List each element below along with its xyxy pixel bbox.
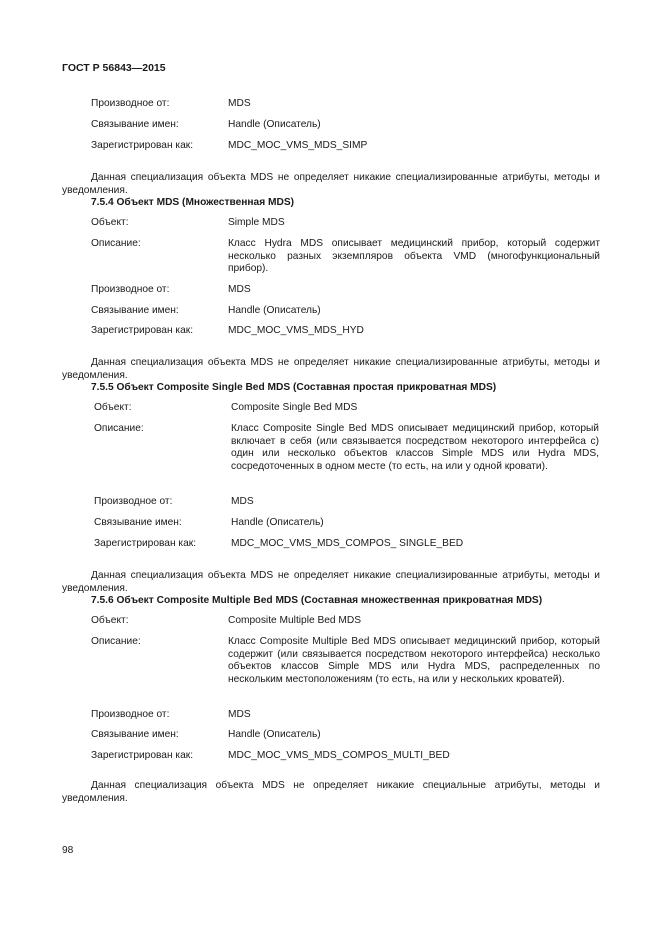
section-heading: 7.5.6 Объект Composite Multiple Bed MDS (Составная множественная прикроватная MDS)	[91, 595, 543, 606]
value-derived-from: MDS	[231, 496, 254, 507]
label-name-binding: Связывание имен:	[91, 119, 179, 130]
label-derived-from: Производное от:	[91, 709, 170, 720]
note-paragraph: Данная специализация объекта MDS не определяет никакие специальные атрибуты, методы и уведомления.	[62, 780, 600, 804]
value-name-binding: Handle (Описатель)	[228, 305, 321, 316]
label-registered-as: Зарегистрирован как:	[91, 750, 194, 761]
label-derived-from: Производное от:	[91, 284, 170, 295]
value-name-binding: Handle (Описатель)	[228, 729, 321, 740]
page-number: 98	[62, 845, 74, 856]
value-description: Класс Composite Multiple Bed MDS описывает медицинский прибор, который содержит (или связывается посредством некоторого интерфейса) несколько объектов классов Simple MDS или Hydra MDS, распределенных по нескольким местоположениям (то есть, на или у нескольких кроватей).	[228, 636, 600, 685]
value-name-binding: Handle (Описатель)	[228, 119, 321, 130]
section-heading: 7.5.5 Объект Composite Single Bed MDS (Составная простая прикроватная MDS)	[91, 382, 497, 393]
value-registered-as: MDC_MOC_VMS_MDS_HYD	[228, 325, 364, 336]
label-derived-from: Производное от:	[94, 496, 173, 507]
label-name-binding: Связывание имен:	[91, 305, 179, 316]
label-description: Описание:	[91, 636, 141, 647]
value-registered-as: MDC_MOC_VMS_MDS_COMPOS_MULTI_BED	[228, 750, 450, 761]
value-description: Класс Composite Single Bed MDS описывает медицинский прибор, который включает в себя (или связывается посредством некоторого интерфейса с) один или несколько объектов классов Simple MDS или Hydra MDS, сосредоточенных в одном месте (то есть, на или у одной кровати).	[231, 423, 599, 472]
label-description: Описание:	[91, 238, 141, 249]
value-derived-from: MDS	[228, 709, 251, 720]
label-name-binding: Связывание имен:	[94, 517, 182, 528]
value-name-binding: Handle (Описатель)	[231, 517, 324, 528]
label-object: Объект:	[91, 217, 129, 228]
value-registered-as: MDC_MOC_VMS_MDS_SIMP	[228, 140, 368, 151]
standard-number: ГОСТ Р 56843—2015	[62, 62, 166, 74]
label-registered-as: Зарегистрирован как:	[91, 325, 194, 336]
value-object: Composite Single Bed MDS	[231, 402, 358, 413]
note-paragraph: Данная специализация объекта MDS не определяет никакие специализированные атрибуты, методы и уведомления.	[62, 172, 600, 196]
note-paragraph: Данная специализация объекта MDS не определяет никакие специализированные атрибуты, методы и уведомления.	[62, 357, 600, 381]
label-description: Описание:	[94, 423, 144, 434]
note-paragraph: Данная специализация объекта MDS не определяет никакие специализированные атрибуты, методы и уведомления.	[62, 570, 600, 594]
label-registered-as: Зарегистрирован как:	[94, 538, 197, 549]
value-object: Composite Multiple Bed MDS	[228, 615, 362, 626]
section-heading: 7.5.4 Объект MDS (Множественная MDS)	[91, 197, 295, 208]
label-derived-from: Производное от:	[91, 98, 170, 109]
value-description: Класс Hydra MDS описывает медицинский прибор, который содержит несколько разных экземпляров объекта VMD (многофункциональный прибор).	[228, 238, 600, 275]
value-derived-from: MDS	[228, 284, 251, 295]
label-object: Объект:	[91, 615, 129, 626]
value-object: Simple MDS	[228, 217, 285, 228]
label-name-binding: Связывание имен:	[91, 729, 179, 740]
value-derived-from: MDS	[228, 98, 251, 109]
value-registered-as: MDC_MOC_VMS_MDS_COMPOS_ SINGLE_BED	[231, 538, 464, 549]
label-object: Объект:	[94, 402, 132, 413]
label-registered-as: Зарегистрирован как:	[91, 140, 194, 151]
